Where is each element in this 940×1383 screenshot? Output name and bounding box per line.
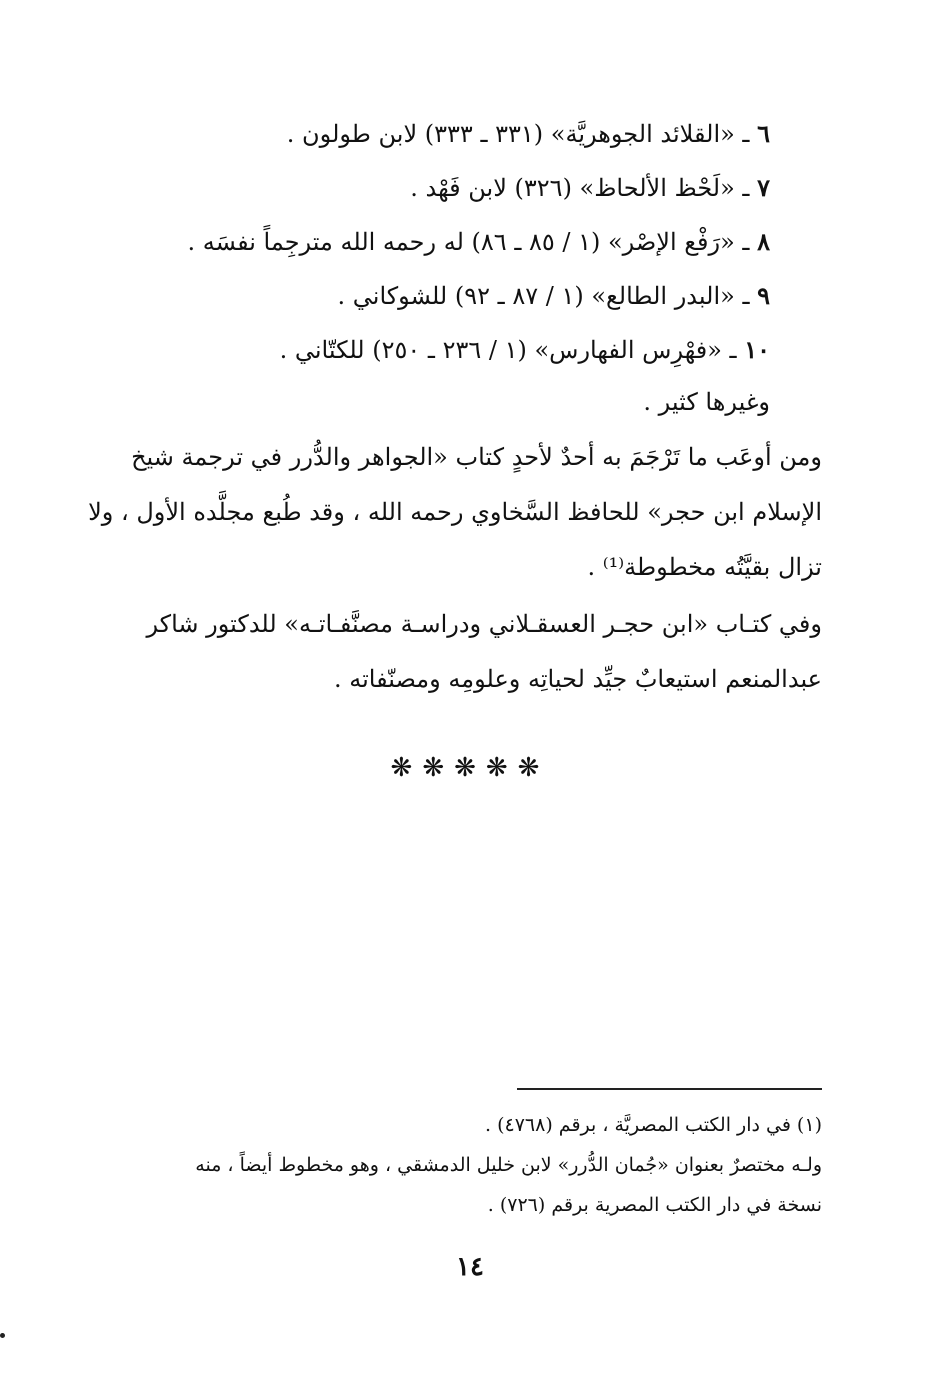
footnote-line: ولـه مختصرٌ بعنوان «جُمان الدُّرر» لابن خليل الدمشقي ، وهو مخطوط أيضاً ، منه (195, 1154, 822, 1176)
footnote-line: نسخة في دار الكتب المصرية برقم (٧٢٦) . (487, 1194, 822, 1216)
paragraph-line: الإسلام ابن حجر» للحافظ السَّخاوي رحمه الله ، وقد طُبع مجلَّده الأول ، ولا (88, 498, 822, 526)
paragraph-line: وفي كتـاب «ابن حجـر العسقـلاني ودراسـة مصنَّفـاتـه» للدكتور شاكر (146, 610, 822, 638)
footnotes (102, 1105, 822, 1225)
list-item (280, 334, 770, 366)
list-item (287, 118, 770, 150)
list-item (188, 226, 770, 258)
paragraph-al-jawahir (88, 430, 822, 595)
paragraph-shakir-study (102, 597, 822, 707)
list-item-text: ـ «البدر الطالع» (١ / ٨٧ ـ ٩٢) للشوكاني . (337, 282, 750, 310)
paragraph-line: ومن أوعَب ما تَرْجَمَ به أحدٌ لأحدٍ كتاب «الجواهر والدُّرر في ترجمة شيخ (131, 443, 822, 471)
list-item-number: ١٠ (744, 335, 770, 364)
list-item (338, 280, 771, 312)
list-item-text: ـ «القلائد الجوهريَّة» (٣٣١ ـ ٣٣٣) لابن طولون . (286, 120, 750, 148)
paragraph-line: عبدالمنعم استيعابٌ جيِّد لحياتِه وعلومِه ومصنّفاته . (333, 665, 822, 693)
list-item-text: ـ «لَحْظ الألحاظ» (٣٢٦) لابن فَهْد . (410, 174, 750, 202)
footnote-line: (١) في دار الكتب المصريَّة ، برقم (٤٧٦٨) . (485, 1114, 822, 1136)
paragraph-line: تزال بقيَّتُه مخطوطة⁽¹⁾ . (587, 553, 822, 581)
list-item (410, 172, 770, 204)
scan-speck (0, 1333, 5, 1338)
reference-list (170, 118, 770, 418)
section-separator: ❋❋❋❋❋ (390, 753, 550, 783)
list-item-number: ٦ (757, 119, 770, 148)
list-item-text: ـ «فهْرِس الفهارس» (١ / ٢٣٦ ـ ٢٥٠) للكتّاني . (279, 336, 737, 364)
footnote-divider (517, 1088, 822, 1090)
others-note: وغيرها كثير . (643, 388, 770, 416)
page-number: ١٤ (456, 1252, 484, 1282)
list-item-text: ـ «رَفْع الإصْر» (١ / ٨٥ ـ ٨٦) له رحمه الله مترجِماً نفسَه . (187, 228, 750, 256)
list-item-number: ٩ (757, 281, 770, 310)
list-item-number: ٧ (757, 173, 770, 202)
list-item-number: ٨ (757, 227, 770, 256)
